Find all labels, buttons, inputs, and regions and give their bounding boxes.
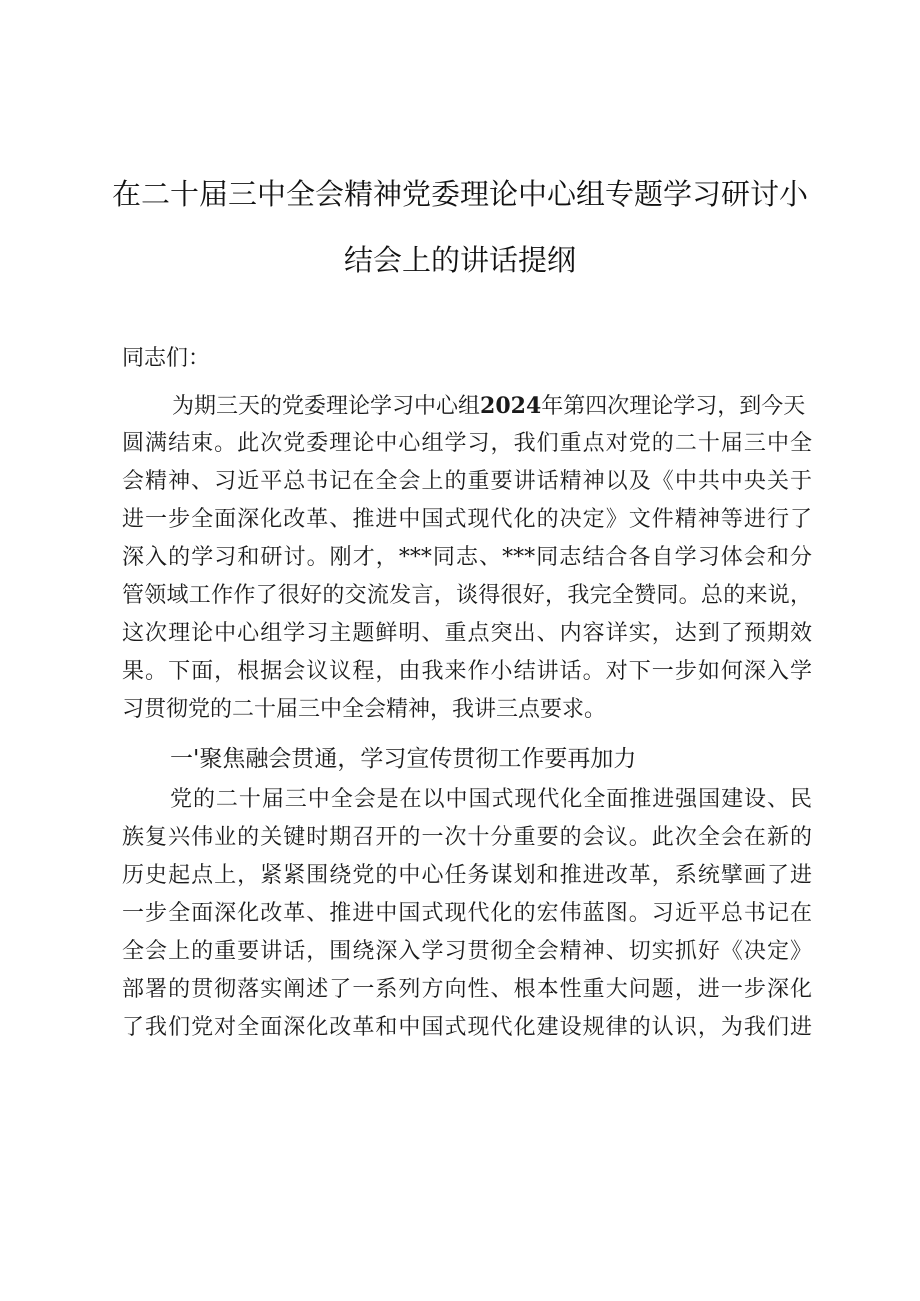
paragraph-2-line: 一步全面深化改革、推进中国式现代化的宏伟蓝图。习近平总书记在 — [122, 901, 812, 926]
paragraph-1-text: 为期三天的党委理论学习中心组 — [172, 394, 481, 419]
paragraph-2-line: 部署的贯彻落实阐述了一系列方向性、根本性重大问题，进一步深化 — [122, 977, 812, 1002]
paragraph-2-line: 全会上的重要讲话，围绕深入学习贯彻全会精神、切实抓好《决定》 — [122, 939, 812, 964]
paragraph-2-line: 党的二十届三中全会是在以中国式现代化全面推进强国建设、民 — [170, 787, 812, 812]
document-title-line-2: 结会上的讲话提纲 — [343, 243, 576, 277]
salutation: 同志们： — [122, 346, 211, 371]
paragraph-2-line: 历史起点上，紧紧围绕党的中心任务谋划和推进改革，系统擘画了进 — [122, 863, 812, 888]
paragraph-1-line: 果。下面，根据会议议程，由我来作小结讲话。对下一步如何深入学 — [122, 659, 812, 684]
paragraph-1-line: 这次理论中心组学习主题鲜明、重点突出、内容详实，达到了预期效 — [122, 621, 812, 646]
paragraph-1-line: 习贯彻党的二十届三中全会精神，我讲三点要求。 — [122, 697, 607, 722]
paragraph-2-line: 了我们党对全面深化改革和中国式现代化建设规律的认识，为我们进 — [122, 1015, 812, 1040]
paragraph-2-line: 族复兴伟业的关键时期召开的一次十分重要的会议。此次全会在新的 — [122, 825, 812, 850]
paragraph-1-line: 深入的学习和研讨。刚才，***同志、***同志结合各自学习体会和分 — [122, 545, 812, 570]
paragraph-1-line: 圆满结束。此次党委理论中心组学习，我们重点对党的二十届三中全 — [122, 431, 812, 456]
year-number: 2024 — [480, 393, 542, 419]
paragraph-1-line-1 — [172, 391, 805, 421]
paragraph-1-line: 管领域工作作了很好的交流发言，谈得很好，我完全赞同。总的来说， — [122, 583, 812, 608]
paragraph-1-text: 年第四次理论学习，到今天 — [541, 394, 806, 419]
paragraph-1-line: 进一步全面深化改革、推进中国式现代化的决定》文件精神等进行了 — [122, 507, 812, 532]
paragraph-1-line: 会精神、习近平总书记在全会上的重要讲话精神以及《中共中央关于 — [122, 469, 812, 494]
document-title-line-1: 在二十届三中全会精神党委理论中心组专题学习研讨小 — [111, 177, 808, 211]
section-1-heading: 一'聚焦融会贯通，学习宣传贯彻工作要再加力 — [170, 746, 637, 772]
